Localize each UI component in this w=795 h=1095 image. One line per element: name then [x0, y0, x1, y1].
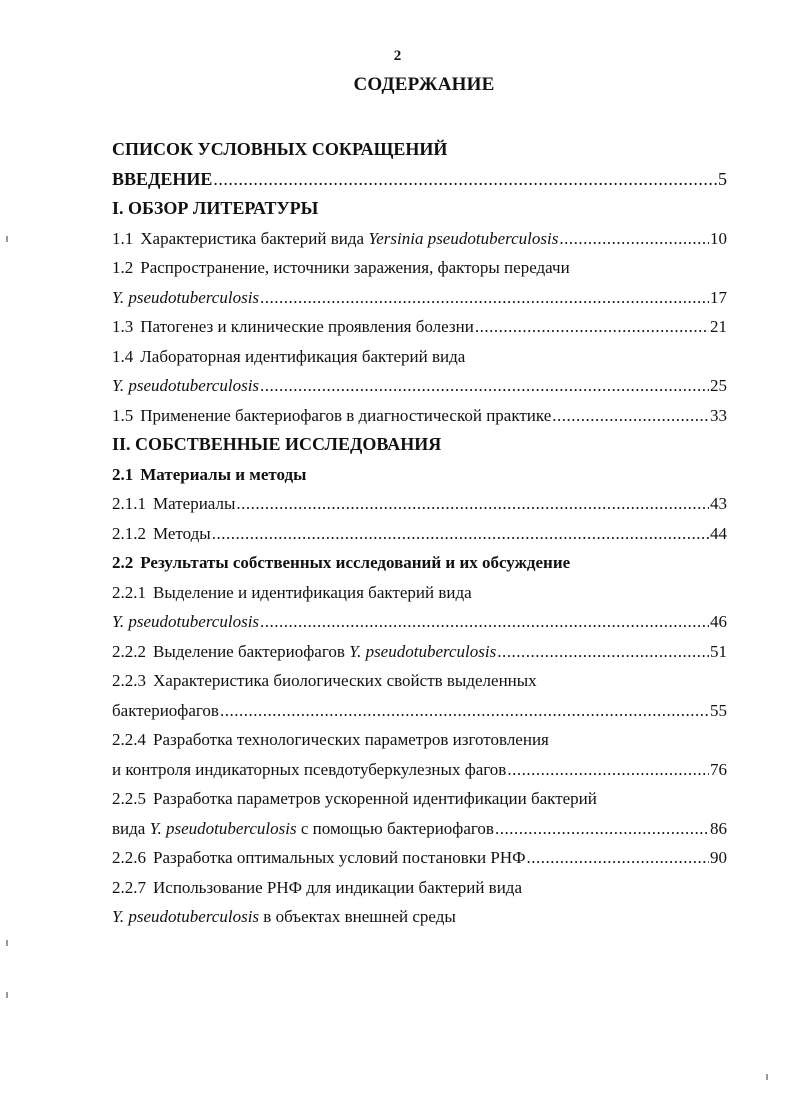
toc-row — [112, 637, 727, 667]
species-name: Y. pseudotuberculosis — [112, 612, 260, 631]
toc-entry-text — [112, 607, 259, 637]
section-title: Разработка технологических параметров изготовления — [153, 730, 549, 749]
toc-entry-text — [112, 371, 259, 401]
dot-leader — [475, 312, 709, 342]
toc-row — [112, 135, 727, 165]
dot-leader — [507, 755, 709, 785]
toc-row — [112, 607, 727, 637]
page-ref: 76 — [710, 759, 727, 779]
section-title-continued: с помощью бактериофагов — [296, 818, 494, 838]
toc-row — [112, 902, 727, 932]
section-title-continued: в объектах внешней среды — [259, 907, 456, 926]
section-title: Применение бактериофагов в диагностической практике — [140, 405, 552, 425]
section-title: Материалы — [153, 494, 236, 513]
toc-entry-text — [112, 873, 522, 903]
toc-row — [112, 873, 727, 903]
toc-row — [112, 725, 727, 755]
section-number: 1.1 — [112, 228, 134, 248]
section-number: 2.2 — [112, 553, 134, 572]
species-name: Yersinia pseudotuberculosis — [368, 228, 559, 248]
section-title: Патогенез и клинические проявления болезни — [140, 317, 474, 336]
toc-row — [112, 548, 727, 578]
section-number: 2.2.5 — [112, 789, 146, 808]
toc-row — [112, 430, 727, 460]
section-title: I. ОБЗОР ЛИТЕРАТУРЫ — [112, 198, 319, 218]
section-number: 2.1 — [112, 464, 134, 484]
toc-row — [112, 312, 727, 342]
section-title: Выделение бактериофагов — [153, 641, 350, 661]
scan-mark — [6, 940, 8, 946]
toc-row — [112, 814, 727, 844]
toc-entry-text — [112, 194, 318, 224]
document-title: СОДЕРЖАНИЕ — [353, 74, 495, 95]
toc-entry-text — [112, 283, 259, 313]
section-title: Лабораторная идентификация бактерий вида — [140, 346, 466, 366]
dot-leader — [497, 637, 709, 667]
section-title: Характеристика биологических свойств выделенных — [153, 671, 537, 690]
toc-row — [112, 489, 727, 519]
dot-leader — [220, 696, 709, 726]
toc-entry-text — [112, 666, 537, 696]
toc-entry-text — [112, 519, 211, 549]
toc-entry-text — [112, 135, 447, 165]
page-ref: 51 — [710, 641, 727, 661]
toc-row — [112, 283, 727, 313]
dot-leader — [212, 519, 709, 549]
toc-row — [112, 194, 727, 224]
species-name: Y. pseudotuberculosis — [112, 907, 260, 926]
toc-entry-text — [112, 489, 235, 519]
species-name: Y. pseudotuberculosis — [112, 287, 260, 307]
page-ref: 5 — [718, 168, 727, 189]
toc-entry-text — [112, 843, 526, 873]
dot-leader — [236, 489, 709, 519]
toc-entry-text — [112, 784, 597, 814]
toc-entry-text — [112, 725, 549, 755]
toc-entry-text — [112, 755, 506, 785]
section-number: 2.2.3 — [112, 671, 146, 690]
toc-row — [112, 696, 727, 726]
section-title: ВВЕДЕНИЕ — [112, 168, 213, 189]
section-number: 1.3 — [112, 317, 134, 336]
toc-row — [112, 371, 727, 401]
section-number: 2.2.2 — [112, 641, 146, 661]
toc-row — [112, 666, 727, 696]
species-name: Y. pseudotuberculosis — [149, 818, 297, 838]
toc-row — [112, 253, 727, 283]
toc-row — [112, 401, 727, 431]
dot-leader — [213, 165, 717, 195]
toc-row — [112, 165, 727, 195]
species-name: Y. pseudotuberculosis — [112, 376, 260, 395]
page-ref: 33 — [710, 405, 727, 425]
page-number: 2 — [393, 48, 402, 64]
dot-leader — [260, 607, 709, 637]
section-title: Использование РНФ для индикации бактерий вида — [153, 877, 523, 897]
page-ref: 21 — [710, 317, 727, 336]
scan-mark — [6, 236, 8, 242]
toc-entry-text — [112, 902, 456, 932]
page-ref: 17 — [710, 287, 727, 307]
section-number: 2.1.2 — [112, 523, 146, 543]
toc-entry-text — [112, 165, 212, 195]
scan-mark — [766, 1074, 768, 1080]
toc-entry-text — [112, 637, 496, 667]
section-title: СПИСОК УСЛОВНЫХ СОКРАЩЕНИЙ — [112, 139, 448, 159]
section-title: и контроля индикаторных псевдотуберкулезных фагов — [112, 759, 507, 779]
dot-leader — [260, 283, 709, 313]
section-title: Результаты собственных исследований и их обсуждение — [140, 553, 571, 572]
section-number: 1.2 — [112, 258, 134, 277]
page-ref: 44 — [710, 523, 727, 543]
page-ref: 86 — [710, 818, 727, 838]
toc-entry-text — [112, 401, 551, 431]
section-title: II. СОБСТВЕННЫЕ ИССЛЕДОВАНИЯ — [112, 434, 442, 454]
toc-row — [112, 755, 727, 785]
toc-entry-text — [112, 460, 306, 490]
toc-row — [112, 843, 727, 873]
toc-row — [112, 519, 727, 549]
section-title: Распространение, источники заражения, факторы передачи — [140, 258, 570, 277]
toc-entry-text — [112, 253, 570, 283]
dot-leader — [260, 371, 709, 401]
page-ref: 55 — [710, 700, 727, 720]
section-number: 2.2.4 — [112, 730, 146, 749]
toc-entry-text — [112, 814, 494, 844]
species-name: Y. pseudotuberculosis — [349, 641, 497, 661]
dot-leader — [527, 843, 709, 873]
toc-entry-text — [112, 312, 474, 342]
toc-entry-text — [112, 342, 465, 372]
toc-entry-text — [112, 224, 558, 254]
section-title: Разработка параметров ускоренной идентификации бактерий — [153, 789, 597, 808]
scan-mark — [6, 992, 8, 998]
toc-entry-text — [112, 696, 219, 726]
section-title: бактериофагов — [112, 700, 219, 720]
table-of-contents — [112, 135, 727, 932]
toc-entry-text — [112, 548, 570, 578]
section-title: Разработка оптимальных условий постановки РНФ — [153, 848, 526, 867]
dot-leader — [559, 224, 709, 254]
section-number: 2.2.1 — [112, 582, 146, 602]
section-number: 1.5 — [112, 405, 134, 425]
toc-row — [112, 224, 727, 254]
dot-leader — [552, 401, 709, 431]
toc-row — [112, 460, 727, 490]
page-ref: 90 — [710, 848, 727, 867]
page-ref: 46 — [710, 612, 727, 631]
toc-entry-text — [112, 578, 472, 608]
section-number: 1.4 — [112, 346, 134, 366]
toc-row — [112, 784, 727, 814]
section-title: вида — [112, 818, 150, 838]
toc-entry-text — [112, 430, 441, 460]
section-title: Характеристика бактерий вида — [140, 228, 369, 248]
page-ref: 43 — [710, 494, 727, 513]
toc-row — [112, 578, 727, 608]
section-title: Материалы и методы — [140, 464, 307, 484]
section-title: Выделение и идентификация бактерий вида — [153, 582, 472, 602]
dot-leader — [495, 814, 709, 844]
toc-row — [112, 342, 727, 372]
section-number: 2.2.7 — [112, 877, 146, 897]
section-number: 2.2.6 — [112, 848, 146, 867]
section-title: Методы — [153, 523, 211, 543]
page-ref: 25 — [710, 376, 727, 395]
page-ref: 10 — [710, 228, 727, 248]
section-number: 2.1.1 — [112, 494, 146, 513]
